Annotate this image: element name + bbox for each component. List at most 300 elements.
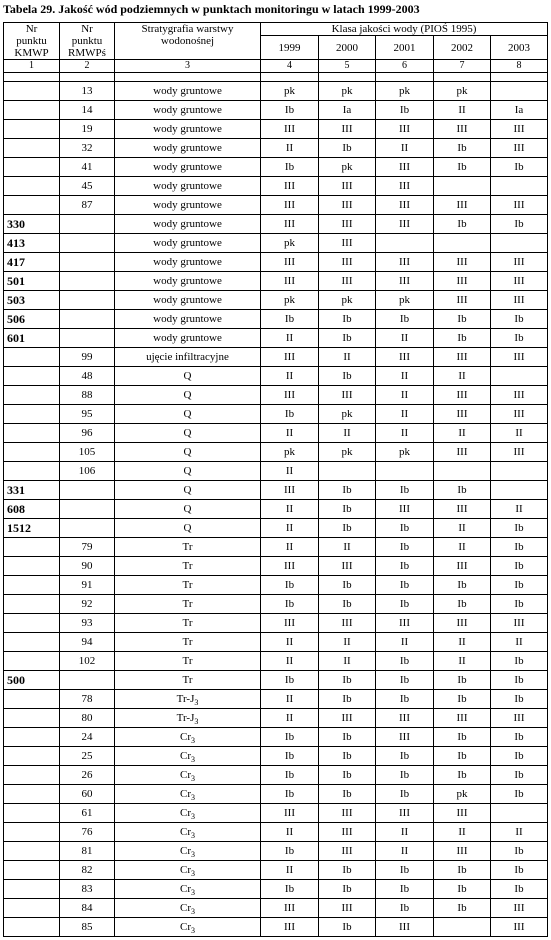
quality-class-cell: Ib (376, 766, 434, 785)
quality-class-cell: II (376, 633, 434, 652)
rmwps-cell: 19 (60, 120, 115, 139)
quality-class-cell: Ib (491, 747, 548, 766)
table-row (4, 747, 548, 766)
subscript: 3 (194, 717, 199, 727)
kmwp-cell (4, 766, 60, 785)
stratigraphy-cell: wody gruntowe (115, 177, 261, 196)
rmwps-cell (60, 310, 115, 329)
table-row (4, 766, 548, 785)
quality-class-cell: Ib (261, 842, 319, 861)
table-row (4, 443, 548, 462)
stratigraphy-cell: $Cr_3$ (115, 918, 261, 937)
quality-class-cell (491, 177, 548, 196)
table-row (4, 215, 548, 234)
column-number: 5 (319, 60, 376, 73)
quality-class-cell: II (261, 367, 319, 386)
stratigraphy-cell: wody gruntowe (115, 272, 261, 291)
quality-class-cell: Ib (319, 766, 376, 785)
quality-class-cell: Ib (376, 899, 434, 918)
quality-class-cell: Ib (319, 481, 376, 500)
stratigraphy-cell: Q (115, 405, 261, 424)
table-row (4, 101, 548, 120)
subscript: 3 (191, 736, 195, 746)
subscript: 3 (191, 793, 195, 803)
header-kmwp-line: Nr (25, 23, 38, 35)
quality-class-cell: II (434, 633, 491, 652)
quality-class-cell: pk (376, 291, 434, 310)
header-rmwps-line: RMWPś (68, 47, 106, 59)
quality-class-cell: pk (261, 443, 319, 462)
quality-class-cell: II (434, 424, 491, 443)
quality-class-cell: II (319, 424, 376, 443)
kmwp-cell (4, 348, 60, 367)
quality-class-cell: III (434, 709, 491, 728)
kmwp-cell (4, 177, 60, 196)
quality-class-cell: III (434, 614, 491, 633)
quality-class-cell: Ib (261, 576, 319, 595)
quality-class-cell: III (376, 253, 434, 272)
quality-class-cell: Ib (376, 310, 434, 329)
table-row (4, 329, 548, 348)
quality-class-cell: III (319, 709, 376, 728)
column-number: 4 (261, 60, 319, 73)
quality-class-cell: Ib (434, 899, 491, 918)
column-number: 7 (434, 60, 491, 73)
quality-class-cell: III (491, 139, 548, 158)
quality-class-cell: Ib (491, 595, 548, 614)
rmwps-cell (60, 272, 115, 291)
quality-class-cell: Ib (376, 576, 434, 595)
header-kmwp-line: punktu (16, 35, 47, 47)
quality-class-cell: II (261, 709, 319, 728)
column-number: 6 (376, 60, 434, 73)
quality-class-cell: Ib (491, 652, 548, 671)
quality-class-cell: pk (434, 785, 491, 804)
quality-class-cell: II (261, 519, 319, 538)
quality-class-cell: Ib (376, 538, 434, 557)
header-strat-line: wodonośnej (160, 35, 215, 47)
rmwps-cell: 95 (60, 405, 115, 424)
header-year: 2001 (376, 36, 434, 60)
quality-class-cell (434, 462, 491, 481)
rmwps-cell: 24 (60, 728, 115, 747)
stratigraphy-cell: Tr (115, 557, 261, 576)
table-row (4, 842, 548, 861)
quality-class-cell (491, 462, 548, 481)
quality-class-cell: II (434, 101, 491, 120)
quality-class-cell: III (261, 177, 319, 196)
quality-class-cell: Ib (261, 747, 319, 766)
quality-class-cell: Ib (319, 880, 376, 899)
spacer-cell (319, 73, 376, 82)
table-row (4, 690, 548, 709)
table-body (4, 82, 548, 937)
header-rmwps-line: punktu (71, 35, 103, 47)
rmwps-cell (60, 215, 115, 234)
table-row (4, 614, 548, 633)
stratigraphy-cell: Tr (115, 633, 261, 652)
quality-class-cell: II (491, 633, 548, 652)
quality-class-cell: Ib (319, 310, 376, 329)
kmwp-cell: 413 (4, 234, 60, 253)
quality-class-cell: III (491, 272, 548, 291)
stratigraphy-cell: $Tr-J_3$ (115, 690, 261, 709)
stratigraphy-cell: wody gruntowe (115, 158, 261, 177)
rmwps-cell (60, 291, 115, 310)
quality-class-cell: Ib (319, 595, 376, 614)
stratigraphy-cell: wody gruntowe (115, 291, 261, 310)
quality-class-cell: pk (434, 82, 491, 101)
quality-class-cell: Ib (491, 842, 548, 861)
quality-class-cell: III (261, 386, 319, 405)
quality-class-cell: Ib (319, 728, 376, 747)
quality-class-cell: III (376, 709, 434, 728)
quality-class-cell: II (319, 348, 376, 367)
kmwp-cell (4, 918, 60, 937)
column-number: 1 (4, 60, 60, 73)
kmwp-cell (4, 462, 60, 481)
quality-class-cell: Ib (434, 158, 491, 177)
quality-class-cell: Ib (319, 747, 376, 766)
quality-class-cell: Ib (261, 785, 319, 804)
quality-class-cell: Ib (434, 728, 491, 747)
quality-class-cell: III (376, 918, 434, 937)
rmwps-cell (60, 671, 115, 690)
quality-class-cell: III (491, 709, 548, 728)
quality-class-cell: III (434, 500, 491, 519)
table-row (4, 880, 548, 899)
quality-class-cell: III (376, 215, 434, 234)
quality-class-cell: III (434, 405, 491, 424)
quality-class-cell: II (261, 500, 319, 519)
kmwp-cell (4, 557, 60, 576)
quality-class-cell: Ib (491, 728, 548, 747)
quality-class-cell: III (376, 272, 434, 291)
quality-class-cell: II (261, 652, 319, 671)
rmwps-cell: 105 (60, 443, 115, 462)
table-row (4, 709, 548, 728)
kmwp-cell (4, 633, 60, 652)
quality-class-cell: III (376, 500, 434, 519)
quality-class-cell: Ib (261, 595, 319, 614)
kmwp-cell (4, 861, 60, 880)
spacer-cell (60, 73, 115, 82)
rmwps-cell: 90 (60, 557, 115, 576)
spacer-row (4, 73, 548, 82)
quality-class-cell: III (319, 177, 376, 196)
quality-class-cell: pk (319, 291, 376, 310)
quality-class-cell: Ia (319, 101, 376, 120)
quality-class-cell: III (434, 120, 491, 139)
table-row (4, 139, 548, 158)
quality-class-cell: Ib (319, 690, 376, 709)
header-stratigraphy (115, 23, 261, 60)
quality-class-cell: Ib (434, 329, 491, 348)
quality-class-cell: II (491, 500, 548, 519)
rmwps-cell: 96 (60, 424, 115, 443)
quality-class-cell: III (261, 253, 319, 272)
quality-class-cell: Ib (491, 519, 548, 538)
quality-class-cell: Ib (434, 690, 491, 709)
spacer-cell (115, 73, 261, 82)
quality-class-cell: III (491, 899, 548, 918)
kmwp-cell: 1512 (4, 519, 60, 538)
quality-class-cell: III (319, 272, 376, 291)
header-year: 1999 (261, 36, 319, 60)
kmwp-cell (4, 880, 60, 899)
quality-class-cell: II (434, 538, 491, 557)
rmwps-cell: 78 (60, 690, 115, 709)
kmwp-cell (4, 709, 60, 728)
subscript: 3 (191, 831, 195, 841)
kmwp-cell: 501 (4, 272, 60, 291)
table-row (4, 728, 548, 747)
quality-class-cell: III (261, 614, 319, 633)
quality-class-cell: III (376, 177, 434, 196)
rmwps-cell (60, 519, 115, 538)
quality-class-cell: II (434, 519, 491, 538)
table-row (4, 424, 548, 443)
quality-class-cell: III (491, 918, 548, 937)
quality-class-cell: III (376, 728, 434, 747)
rmwps-cell: 26 (60, 766, 115, 785)
spacer-cell (261, 73, 319, 82)
kmwp-cell (4, 576, 60, 595)
quality-class-cell: II (491, 424, 548, 443)
subscript: 3 (191, 888, 195, 898)
kmwp-cell: 503 (4, 291, 60, 310)
stratigraphy-cell: wody gruntowe (115, 101, 261, 120)
quality-class-cell: III (434, 348, 491, 367)
quality-class-cell: III (261, 481, 319, 500)
quality-class-cell: II (376, 405, 434, 424)
quality-class-cell: Ib (319, 671, 376, 690)
stratigraphy-cell: $Cr_3$ (115, 899, 261, 918)
kmwp-cell: 608 (4, 500, 60, 519)
stratigraphy-cell: $Cr_3$ (115, 842, 261, 861)
quality-class-cell: III (319, 196, 376, 215)
stratigraphy-cell: ujęcie infiltracyjne (115, 348, 261, 367)
rmwps-cell: 102 (60, 652, 115, 671)
quality-class-cell (434, 918, 491, 937)
stratigraphy-cell: wody gruntowe (115, 310, 261, 329)
stratigraphy-cell: wody gruntowe (115, 139, 261, 158)
stratigraphy-cell: Q (115, 386, 261, 405)
rmwps-cell: 79 (60, 538, 115, 557)
quality-class-cell: Ib (434, 861, 491, 880)
stratigraphy-cell: Tr (115, 538, 261, 557)
quality-class-cell: Ib (434, 671, 491, 690)
rmwps-cell: 91 (60, 576, 115, 595)
spacer-cell (4, 73, 60, 82)
quality-class-cell: Ib (261, 671, 319, 690)
quality-class-cell: II (434, 652, 491, 671)
quality-class-cell: III (376, 120, 434, 139)
quality-class-cell: III (434, 557, 491, 576)
quality-class-cell: pk (319, 405, 376, 424)
quality-class-cell: III (319, 386, 376, 405)
stratigraphy-cell: Q (115, 424, 261, 443)
header-rmwps-line: Nr (81, 23, 93, 35)
kmwp-cell: 500 (4, 671, 60, 690)
subscript: 3 (191, 774, 195, 784)
kmwp-cell (4, 367, 60, 386)
kmwp-cell (4, 139, 60, 158)
table-row (4, 804, 548, 823)
table-row (4, 367, 548, 386)
table-row (4, 253, 548, 272)
stratigraphy-cell: Q (115, 367, 261, 386)
quality-class-cell: pk (261, 82, 319, 101)
spacer-cell (434, 73, 491, 82)
kmwp-cell (4, 595, 60, 614)
table-row (4, 652, 548, 671)
quality-class-cell: III (491, 405, 548, 424)
quality-class-cell: III (319, 804, 376, 823)
quality-class-cell: III (491, 443, 548, 462)
kmwp-cell: 330 (4, 215, 60, 234)
stratigraphy-cell: wody gruntowe (115, 120, 261, 139)
table-row (4, 785, 548, 804)
quality-class-cell: Ib (376, 481, 434, 500)
kmwp-cell: 601 (4, 329, 60, 348)
table-row (4, 272, 548, 291)
kmwp-cell (4, 842, 60, 861)
table-row (4, 234, 548, 253)
quality-class-cell: III (319, 842, 376, 861)
rmwps-cell: 88 (60, 386, 115, 405)
table-row (4, 177, 548, 196)
header-quality-class: Klasa jakości wody (PIOŚ 1995) (261, 23, 548, 36)
subscript: 3 (191, 812, 195, 822)
quality-class-cell: III (261, 272, 319, 291)
quality-class-cell: II (261, 329, 319, 348)
kmwp-cell (4, 728, 60, 747)
stratigraphy-cell: Q (115, 500, 261, 519)
quality-class-cell: Ib (376, 595, 434, 614)
quality-class-cell: III (261, 899, 319, 918)
kmwp-cell (4, 747, 60, 766)
quality-class-cell: pk (261, 234, 319, 253)
rmwps-cell: 13 (60, 82, 115, 101)
quality-class-cell: III (434, 291, 491, 310)
quality-class-cell: III (376, 196, 434, 215)
rmwps-cell: 85 (60, 918, 115, 937)
stratigraphy-cell: $Tr-J_3$ (115, 709, 261, 728)
quality-class-cell: II (261, 424, 319, 443)
kmwp-cell: 506 (4, 310, 60, 329)
quality-class-cell: Ib (319, 918, 376, 937)
subscript: 3 (191, 755, 195, 765)
subscript: 3 (191, 907, 195, 917)
quality-class-cell: Ib (319, 500, 376, 519)
subscript: 3 (191, 850, 195, 860)
quality-class-cell: III (376, 158, 434, 177)
quality-class-cell (434, 177, 491, 196)
table-row (4, 918, 548, 937)
quality-class-cell: III (491, 253, 548, 272)
quality-class-cell: III (434, 272, 491, 291)
spacer-cell (491, 73, 548, 82)
quality-class-cell: Ib (491, 215, 548, 234)
quality-class-cell: III (261, 215, 319, 234)
rmwps-cell (60, 234, 115, 253)
header-year: 2000 (319, 36, 376, 60)
table-row (4, 576, 548, 595)
quality-class-cell: III (319, 614, 376, 633)
header-year: 2002 (434, 36, 491, 60)
kmwp-cell (4, 785, 60, 804)
stratigraphy-cell: wody gruntowe (115, 253, 261, 272)
rmwps-cell: 48 (60, 367, 115, 386)
kmwp-cell: 331 (4, 481, 60, 500)
table-row (4, 557, 548, 576)
quality-class-cell: III (434, 804, 491, 823)
stratigraphy-cell: Q (115, 462, 261, 481)
water-quality-table (3, 22, 548, 937)
kmwp-cell (4, 804, 60, 823)
quality-class-cell (491, 367, 548, 386)
quality-class-cell: II (376, 139, 434, 158)
stratigraphy-cell: $Cr_3$ (115, 804, 261, 823)
table-row (4, 671, 548, 690)
table-title: Tabela 29. Jakość wód podziemnych w punktach monitoringu w latach 1999-2003 (3, 2, 420, 16)
rmwps-cell: 25 (60, 747, 115, 766)
quality-class-cell: III (376, 348, 434, 367)
header-kmwp-line: KMWP (14, 47, 49, 59)
quality-class-cell: Ia (491, 101, 548, 120)
stratigraphy-cell: Tr (115, 652, 261, 671)
quality-class-cell: III (319, 234, 376, 253)
quality-class-cell (491, 804, 548, 823)
rmwps-cell (60, 253, 115, 272)
stratigraphy-cell: $Cr_3$ (115, 823, 261, 842)
header-strat-line: Stratygrafia warstwy (141, 23, 234, 35)
table-row (4, 633, 548, 652)
column-number: 8 (491, 60, 548, 73)
quality-class-cell: II (261, 462, 319, 481)
rmwps-cell: 81 (60, 842, 115, 861)
quality-class-cell: Ib (491, 785, 548, 804)
table-row (4, 310, 548, 329)
kmwp-cell (4, 82, 60, 101)
quality-class-cell: III (434, 386, 491, 405)
quality-class-cell: pk (319, 82, 376, 101)
kmwp-cell (4, 899, 60, 918)
table-row (4, 386, 548, 405)
table-row (4, 291, 548, 310)
quality-class-cell: Ib (319, 367, 376, 386)
quality-class-cell: Ib (491, 880, 548, 899)
quality-class-cell: III (376, 614, 434, 633)
stratigraphy-cell: Tr (115, 671, 261, 690)
stratigraphy-cell: wody gruntowe (115, 215, 261, 234)
quality-class-cell: II (434, 367, 491, 386)
rmwps-cell: 82 (60, 861, 115, 880)
header-rmwps (60, 23, 115, 60)
quality-class-cell: Ib (491, 576, 548, 595)
quality-class-cell: pk (376, 82, 434, 101)
quality-class-cell: III (434, 842, 491, 861)
quality-class-cell: Ib (434, 481, 491, 500)
quality-class-cell: Ib (376, 747, 434, 766)
quality-class-cell: Ib (319, 785, 376, 804)
quality-class-cell: II (376, 842, 434, 861)
quality-class-cell: Ib (376, 101, 434, 120)
header-year: 2003 (491, 36, 548, 60)
quality-class-cell: Ib (261, 766, 319, 785)
quality-class-cell: III (319, 557, 376, 576)
